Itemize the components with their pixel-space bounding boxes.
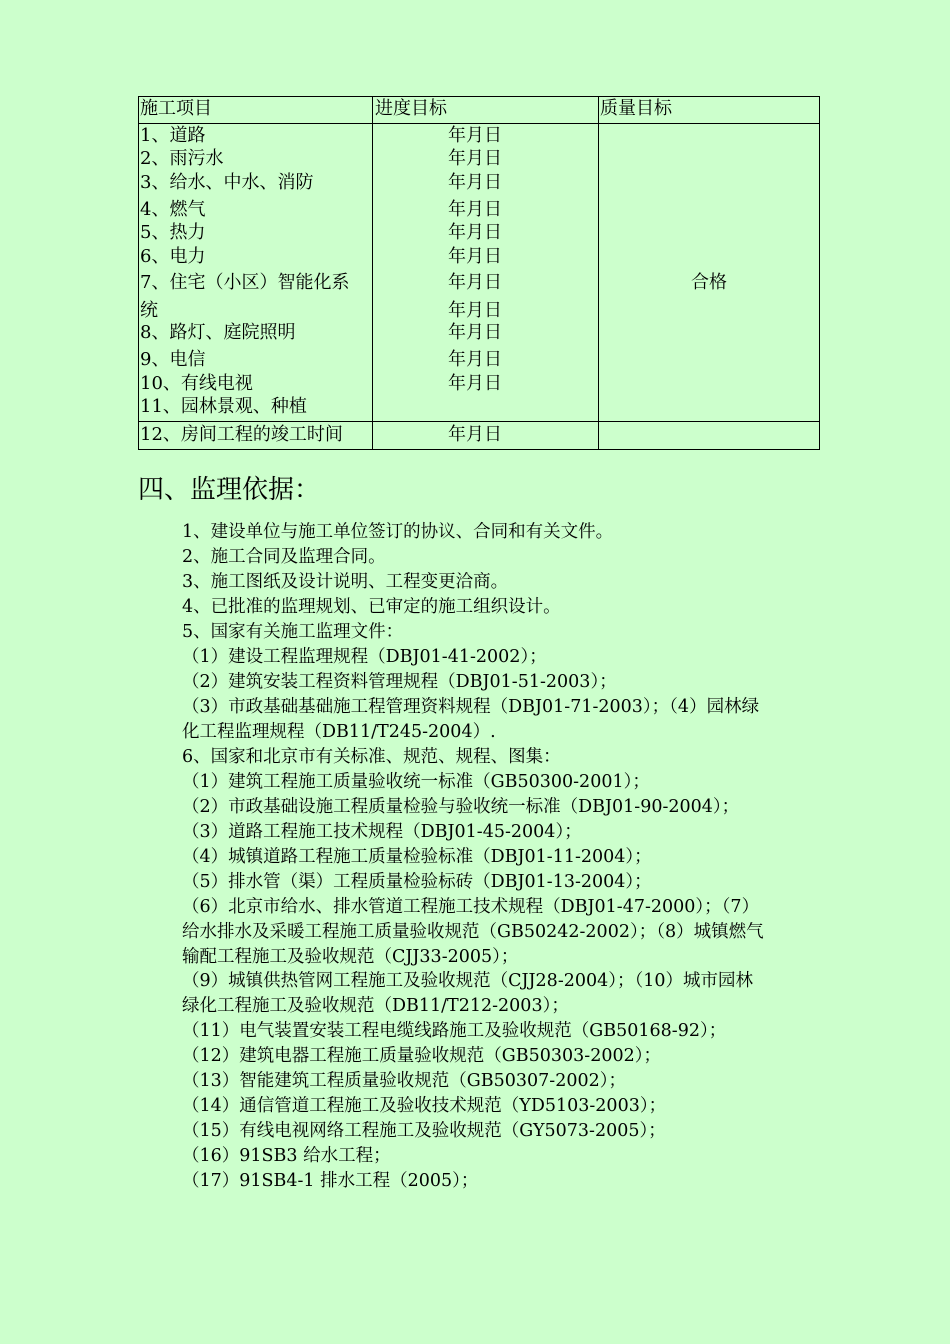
table-cell-date: 年月日 [448,322,502,343]
table-cell-item: 4、燃气 [140,199,206,220]
table-header-item: 施工项目 [140,98,212,119]
list-item: （17）91SB4-1 排水工程（2005）； [182,1171,479,1191]
section-heading: 四、监理依据： [138,475,321,505]
table-cell-date: 年月日 [448,424,502,445]
table-cell-item: 6、电力 [140,246,206,267]
table-row-divider [138,421,820,422]
list-item: 输配工程施工及验收规范（CJJ33-2005）； [182,947,519,967]
list-item: 6、国家和北京市有关标准、规范、规程、图集： [182,747,561,767]
list-item: （1）建筑工程施工质量验收统一标准（GB50300-2001）； [182,772,650,792]
table-cell-date: 年月日 [448,246,502,267]
table-header-schedule: 进度目标 [375,98,447,119]
table-cell-item: 统 [140,300,158,321]
table-cell-item: 10、有线电视 [140,373,253,394]
list-item: （1）建设工程监理规程（DBJ01-41-2002）； [182,647,547,667]
table-cell-item: 2、雨污水 [140,148,224,169]
list-item: （9）城镇供热管网工程施工及验收规范（CJJ28-2004）；（10）城市园林 [182,971,754,991]
table-cell-date: 年月日 [448,199,502,220]
list-item: （2）建筑安装工程资料管理规程（DBJ01-51-2003）； [182,672,617,692]
table-cell-date: 年月日 [448,300,502,321]
list-item: 5、国家有关施工监理文件： [182,622,404,642]
list-item: 绿化工程施工及验收规范（DB11/T212-2003）； [182,996,569,1016]
table-cell-date: 年月日 [448,349,502,370]
table-cell-item: 1、道路 [140,125,206,146]
table-cell-date: 年月日 [448,172,502,193]
table-header-quality: 质量目标 [600,98,672,119]
list-item: （15）有线电视网络工程施工及验收规范（GY5073-2005）； [182,1121,666,1141]
table-cell-item: 8、路灯、庭院照明 [140,322,296,343]
list-item: 4、已批准的监理规划、已审定的施工组织设计。 [182,597,561,617]
list-item: （3）市政基础基础施工程管理资料规程（DBJ01-71-2003）；（4）园林绿 [182,697,760,717]
list-item: （2）市政基础设施工程质量检验与验收统一标准（DBJ01-90-2004）； [182,797,740,817]
table-column-divider [598,96,599,450]
list-item: 给水排水及采暖工程施工质量验收规范（GB50242-2002）；（8）城镇燃气 [182,922,764,942]
table-cell-date: 年月日 [448,222,502,243]
table-cell-date: 年月日 [448,125,502,146]
list-item: （16）91SB3 给水工程； [182,1146,391,1166]
list-item: （14）通信管道工程施工及验收技术规范（YD5103-2003）； [182,1096,667,1116]
list-item: （12）建筑电器工程施工质量验收规范（GB50303-2002）； [182,1046,661,1066]
table-cell-item: 11、园林景观、种植 [140,396,307,417]
table-header-divider [138,123,820,124]
table-cell-item: 12、房间工程的竣工时间 [140,424,343,445]
list-item: （5）排水管（渠）工程质量检验标砖（DBJ01-13-2004）； [182,872,652,892]
table-cell-item: 9、电信 [140,349,206,370]
table-cell-item: 7、住宅（小区）智能化系 [140,272,350,293]
schedule-table [138,96,820,450]
table-cell-date: 年月日 [448,373,502,394]
table-cell-date: 年月日 [448,272,502,293]
list-item: （13）智能建筑工程质量验收规范（GB50307-2002）； [182,1071,626,1091]
list-item: （4）城镇道路工程施工质量检验标准（DBJ01-11-2004）； [182,847,652,867]
table-border-left [138,96,139,450]
table-cell-item: 3、给水、中水、消防 [140,172,314,193]
list-item: 1、建设单位与施工单位签订的协议、合同和有关文件。 [182,522,614,542]
list-item: （6）北京市给水、排水管道工程施工技术规程（DBJ01-47-2000）；（7） [182,897,760,917]
list-item: 3、施工图纸及设计说明、工程变更洽商。 [182,572,509,592]
table-cell-item: 5、热力 [140,222,206,243]
table-cell-date: 年月日 [448,148,502,169]
table-column-divider [372,96,373,450]
table-cell-quality: 合格 [691,272,727,293]
table-border-top [138,96,820,97]
table-border-bottom [138,449,820,450]
list-item: 化工程监理规程（DB11/T245-2004）. [182,722,496,742]
table-border-right [819,96,820,450]
list-item: （11）电气装置安装工程电缆线路施工及验收规范（GB50168-92）； [182,1021,727,1041]
list-item: 2、施工合同及监理合同。 [182,547,386,567]
list-item: （3）道路工程施工技术规程（DBJ01-45-2004）； [182,822,582,842]
